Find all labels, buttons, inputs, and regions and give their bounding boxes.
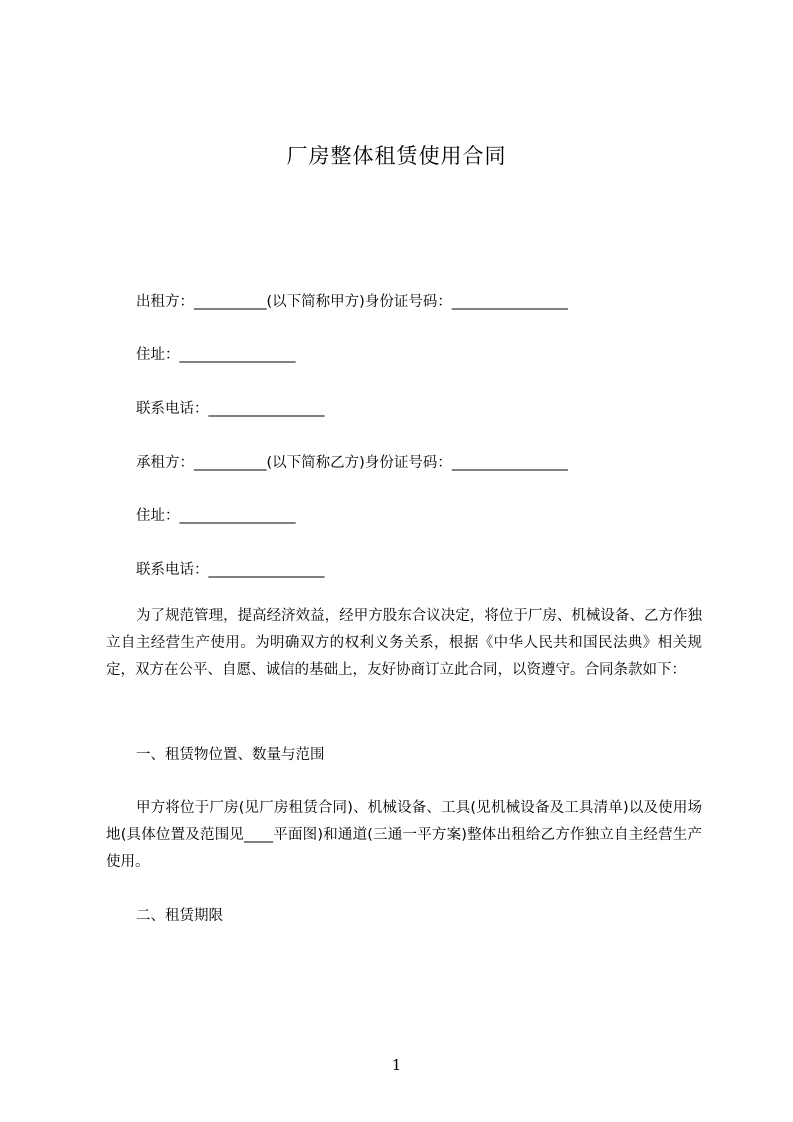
- document-title: 厂房整体租赁使用合同: [286, 144, 507, 168]
- page-number: 1: [391, 1056, 402, 1074]
- lessee-line: 承租方：__________(以下简称乙方)身份证号码：________________: [136, 455, 568, 471]
- lessee-phone-line: 联系电话：________________: [136, 562, 325, 578]
- lessor-address-line: 住址：________________: [136, 347, 296, 363]
- lessor-line: 出租方：__________(以下简称甲方)身份证号码：________________: [136, 294, 568, 310]
- lessor-phone-line: 联系电话：________________: [136, 401, 325, 417]
- section-2-heading: 二、租赁期限: [136, 908, 223, 924]
- section-1-heading: 一、租赁物位置、数量与范围: [136, 747, 325, 763]
- lessee-address-line: 住址：________________: [136, 508, 296, 524]
- section-1-paragraph: 甲方将位于厂房(见厂房租赁合同)、机械设备、工具(见机械设备及工具清单)以及使用场地(具体位置及范围见____平面图)和通道(三通一平方案)整体出租给乙方作独立自主经营生产使用。: [106, 800, 702, 870]
- intro-paragraph: 为了规范管理，提高经济效益，经甲方股东合议决定，将位于厂房、机械设备、乙方作独立自主经营生产使用。为明确双方的权利义务关系，根据《中华人民共和国民法典》相关规定，双方在公平、自愿、诚信的基础上，友好协商订立此合同，以资遵守。合同条款如下：: [106, 608, 702, 678]
